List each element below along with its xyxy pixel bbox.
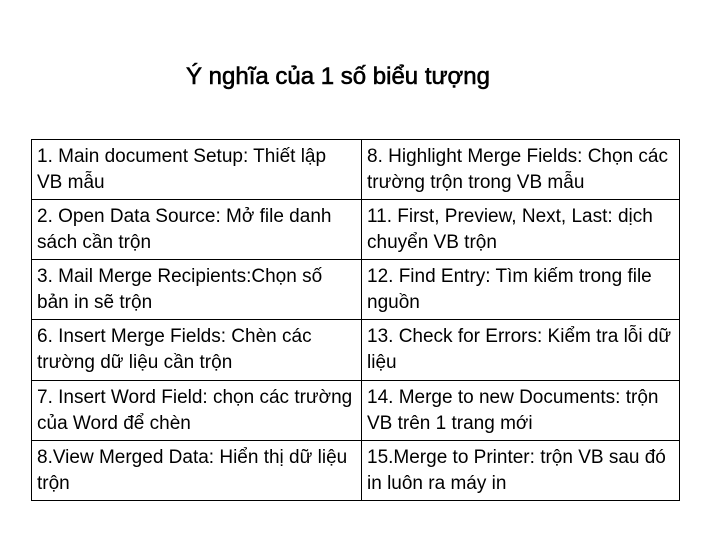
table-row (32, 260, 680, 320)
table-cell-right: 8. Highlight Merge Fields: Chọn các trường trộn trong VB mẫu (362, 140, 680, 200)
table-cell-left: 1. Main document Setup: Thiết lập VB mẫu (32, 140, 362, 200)
table-cell-left: 6. Insert Merge Fields: Chèn các trường dữ liệu cần trộn (32, 320, 362, 380)
table-cell-right: 11. First, Preview, Next, Last: dịch chuyển VB trộn (362, 200, 680, 260)
table-row (32, 200, 680, 260)
table-cell-left: 7. Insert Word Field: chọn các trường của Word để chèn (32, 380, 362, 440)
slide-title: Ý nghĩa của 1 số biểu tượng (185, 63, 490, 90)
table-row (32, 320, 680, 380)
table-cell-left: 2. Open Data Source: Mở file danh sách cần trộn (32, 200, 362, 260)
table-cell-right: 14. Merge to new Documents: trộn VB trên 1 trang mới (362, 380, 680, 440)
table-cell-left: 3. Mail Merge Recipients:Chọn số bản in sẽ trộn (32, 260, 362, 320)
table-row (32, 440, 680, 500)
table-cell-right: 15.Merge to Printer: trộn VB sau đó in luôn ra máy in (362, 440, 680, 500)
table-cell-right: 13. Check for Errors: Kiểm tra lỗi dữ liệu (362, 320, 680, 380)
table-cell-left: 8.View Merged Data: Hiển thị dữ liệu trộn (32, 440, 362, 500)
table-row (32, 140, 680, 200)
table-cell-right: 12. Find Entry: Tìm kiếm trong file nguồn (362, 260, 680, 320)
table-row (32, 380, 680, 440)
icon-meaning-table (31, 139, 680, 501)
